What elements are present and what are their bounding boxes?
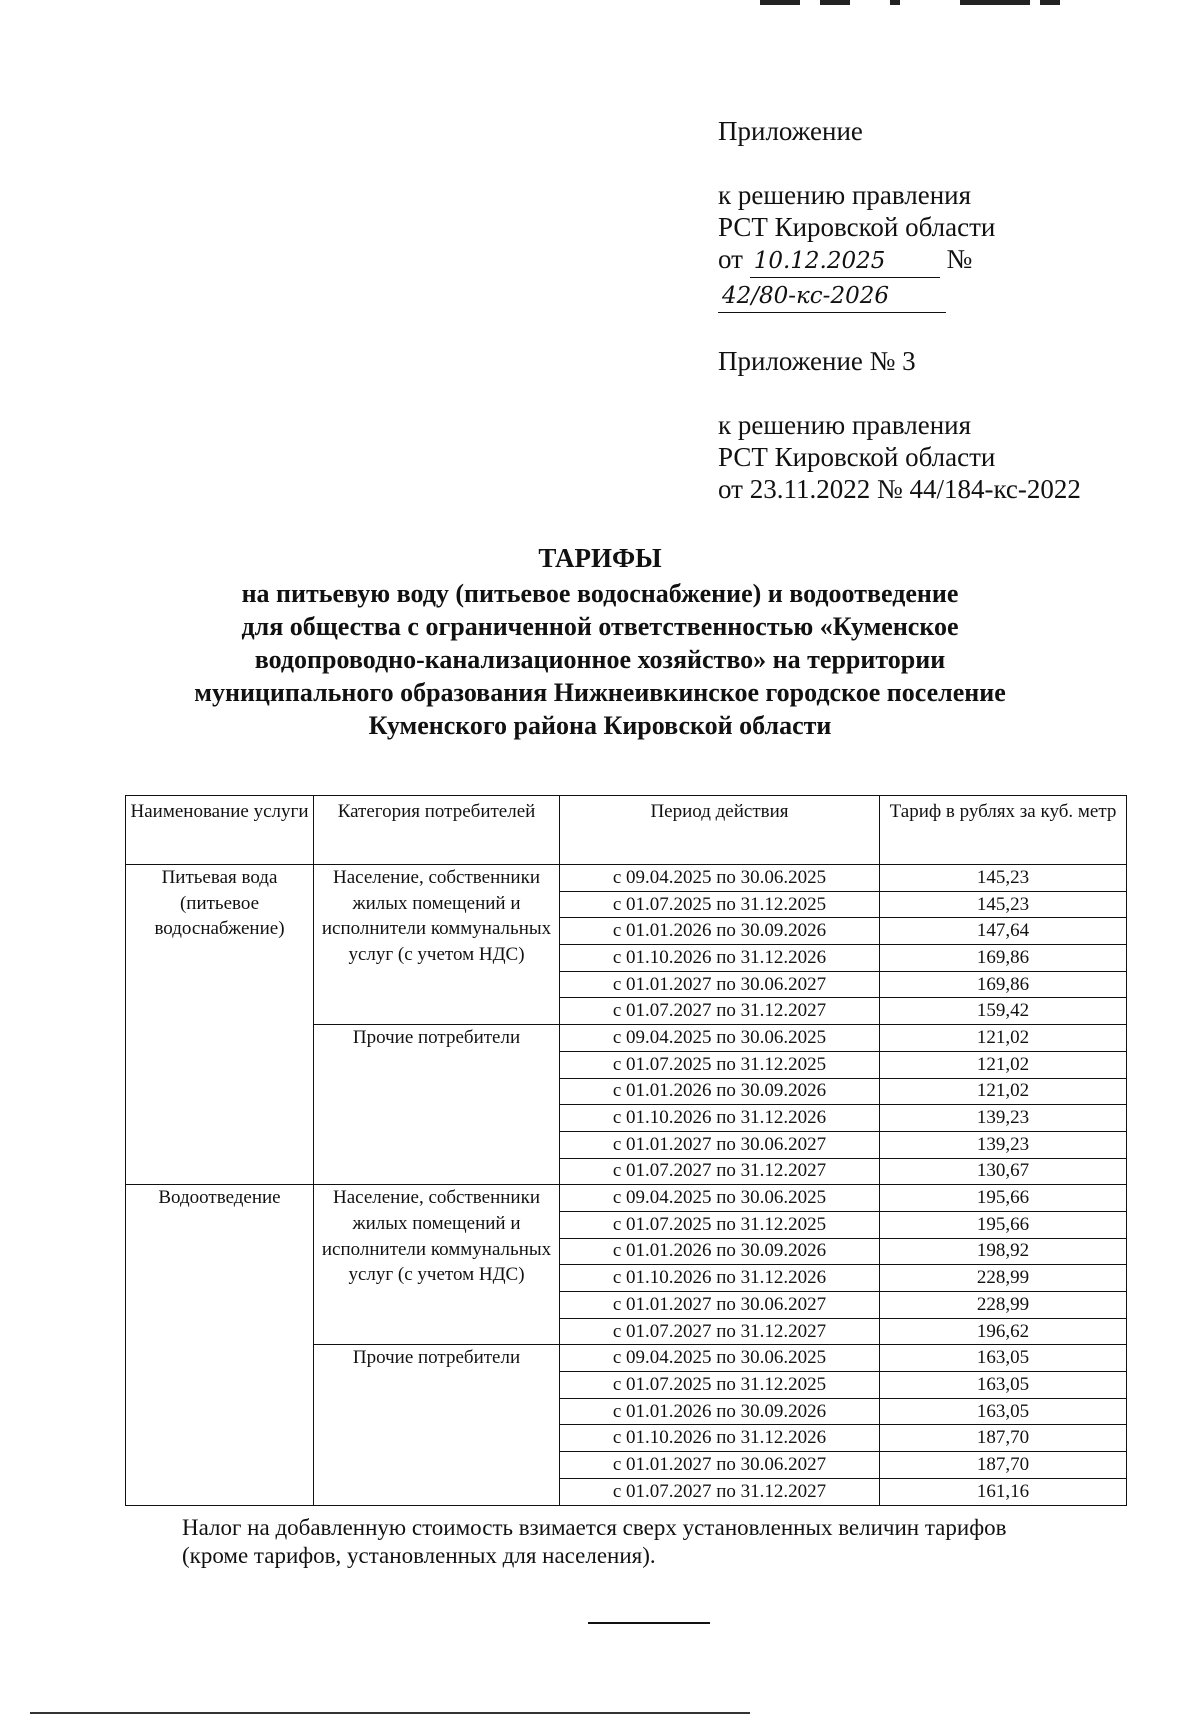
tariff-cell: 145,23 (880, 891, 1127, 918)
period-cell: с 01.01.2026 по 30.09.2026 (560, 918, 880, 945)
tariff-cell: 163,05 (880, 1372, 1127, 1399)
title-line-5: Куменского района Кировской области (368, 711, 832, 740)
category-cell: Прочие потребители (314, 1025, 560, 1185)
tariff-cell: 147,64 (880, 918, 1127, 945)
period-cell: с 01.07.2027 по 31.12.2027 (560, 1318, 880, 1345)
period-cell: с 01.01.2026 по 30.09.2026 (560, 1398, 880, 1425)
handwritten-number: 42/80-кс-2026 (718, 280, 946, 313)
period-cell: с 09.04.2025 по 30.06.2025 (560, 1025, 880, 1052)
period-cell: с 01.01.2027 по 30.06.2027 (560, 1292, 880, 1319)
end-divider (588, 1622, 710, 1624)
tariff-cell: 228,99 (880, 1292, 1127, 1319)
header-tariff: Тариф в рублях за куб. метр (880, 796, 1127, 865)
tariff-cell: 130,67 (880, 1158, 1127, 1185)
period-cell: с 01.01.2026 по 30.09.2026 (560, 1078, 880, 1105)
category-cell: Прочие потребители (314, 1345, 560, 1505)
vat-note-line-2: (кроме тарифов, установленных для населения). (182, 1543, 656, 1568)
from-prefix: от (718, 244, 743, 274)
tariff-cell: 163,05 (880, 1345, 1127, 1372)
tariff-cell: 121,02 (880, 1051, 1127, 1078)
period-cell: с 01.01.2026 по 30.09.2026 (560, 1238, 880, 1265)
tariff-cell: 169,86 (880, 945, 1127, 972)
table-header-row (126, 796, 1127, 865)
appendix-block (718, 115, 1200, 505)
header-category: Категория потребителей (314, 796, 560, 865)
period-cell: с 01.07.2025 по 31.12.2025 (560, 1211, 880, 1238)
period-cell: с 09.04.2025 по 30.06.2025 (560, 865, 880, 892)
tariff-cell: 196,62 (880, 1318, 1127, 1345)
tariff-cell: 121,02 (880, 1025, 1127, 1052)
title-line-4: муниципального образования Нижнеивкинское городское поселение (194, 678, 1006, 707)
period-cell: с 01.07.2027 по 31.12.2027 (560, 998, 880, 1025)
period-cell: с 01.10.2026 по 31.12.2026 (560, 1265, 880, 1292)
appendix-title: Приложение (718, 116, 863, 146)
number-sign: № (946, 244, 973, 274)
period-cell: с 01.07.2025 по 31.12.2025 (560, 891, 880, 918)
tariff-cell: 139,23 (880, 1131, 1127, 1158)
appendix3-to-decision: к решению правления (718, 410, 972, 440)
handwritten-date: 10.12.2025 (750, 245, 940, 278)
tariff-cell: 187,70 (880, 1452, 1127, 1479)
period-cell: с 01.10.2026 по 31.12.2026 (560, 945, 880, 972)
tariff-cell: 121,02 (880, 1078, 1127, 1105)
title-main: ТАРИФЫ (538, 543, 662, 573)
appendix3-authority: РСТ Кировской области (718, 442, 996, 472)
tariff-cell: 228,99 (880, 1265, 1127, 1292)
title-line-1: на питьевую воду (питьевое водоснабжение) и водоотведение (241, 579, 959, 608)
period-cell: с 01.01.2027 по 30.06.2027 (560, 971, 880, 998)
tariff-cell: 139,23 (880, 1105, 1127, 1132)
header-service: Наименование услуги (126, 796, 314, 865)
period-cell: с 01.07.2025 по 31.12.2025 (560, 1051, 880, 1078)
title-line-3: водопроводно-канализационное хозяйство» на территории (254, 645, 946, 674)
period-cell: с 01.07.2027 по 31.12.2027 (560, 1478, 880, 1505)
tariff-cell: 169,86 (880, 971, 1127, 998)
period-cell: с 09.04.2025 по 30.06.2025 (560, 1185, 880, 1212)
period-cell: с 01.10.2026 по 31.12.2026 (560, 1425, 880, 1452)
tariff-table (125, 795, 1127, 1506)
tariff-cell: 161,16 (880, 1478, 1127, 1505)
appendix-date-line (718, 243, 1200, 313)
service-name-cell: Питьевая вода (питьевое водоснабжение) (126, 865, 314, 1185)
period-cell: с 01.07.2025 по 31.12.2025 (560, 1372, 880, 1399)
tariff-cell: 145,23 (880, 865, 1127, 892)
tariff-cell: 195,66 (880, 1185, 1127, 1212)
period-cell: с 01.10.2026 по 31.12.2026 (560, 1105, 880, 1132)
scan-artifact-top (760, 0, 1100, 6)
period-cell: с 01.01.2027 по 30.06.2027 (560, 1452, 880, 1479)
appendix-authority: РСТ Кировской области (718, 212, 996, 242)
scan-artifact-bottom (30, 1712, 750, 1714)
category-cell: Население, собственники жилых помещений и исполнители коммунальных услуг (с учетом НДС) (314, 1185, 560, 1345)
appendix-to-decision: к решению правления (718, 180, 972, 210)
title-line-2: для общества с ограниченной ответственностью «Куменское (241, 612, 959, 641)
tariff-cell: 187,70 (880, 1425, 1127, 1452)
period-cell: с 09.04.2025 по 30.06.2025 (560, 1345, 880, 1372)
vat-note-line-1: Налог на добавленную стоимость взимается сверх установленных величин тарифов (182, 1515, 1007, 1540)
table-row (126, 1185, 1127, 1212)
tariff-cell: 198,92 (880, 1238, 1127, 1265)
document-title (100, 542, 1100, 742)
period-cell: с 01.01.2027 по 30.06.2027 (560, 1131, 880, 1158)
period-cell: с 01.07.2027 по 31.12.2027 (560, 1158, 880, 1185)
appendix3-title: Приложение № 3 (718, 346, 916, 376)
tariff-table-body (126, 865, 1127, 1506)
tariff-cell: 163,05 (880, 1398, 1127, 1425)
tariff-cell: 195,66 (880, 1211, 1127, 1238)
tariff-cell: 159,42 (880, 998, 1127, 1025)
header-period: Период действия (560, 796, 880, 865)
service-name-cell: Водоотведение (126, 1185, 314, 1505)
appendix3-reference: от 23.11.2022 № 44/184-кс-2022 (718, 474, 1081, 504)
table-row (126, 865, 1127, 892)
category-cell: Население, собственники жилых помещений и исполнители коммунальных услуг (с учетом НДС) (314, 865, 560, 1025)
